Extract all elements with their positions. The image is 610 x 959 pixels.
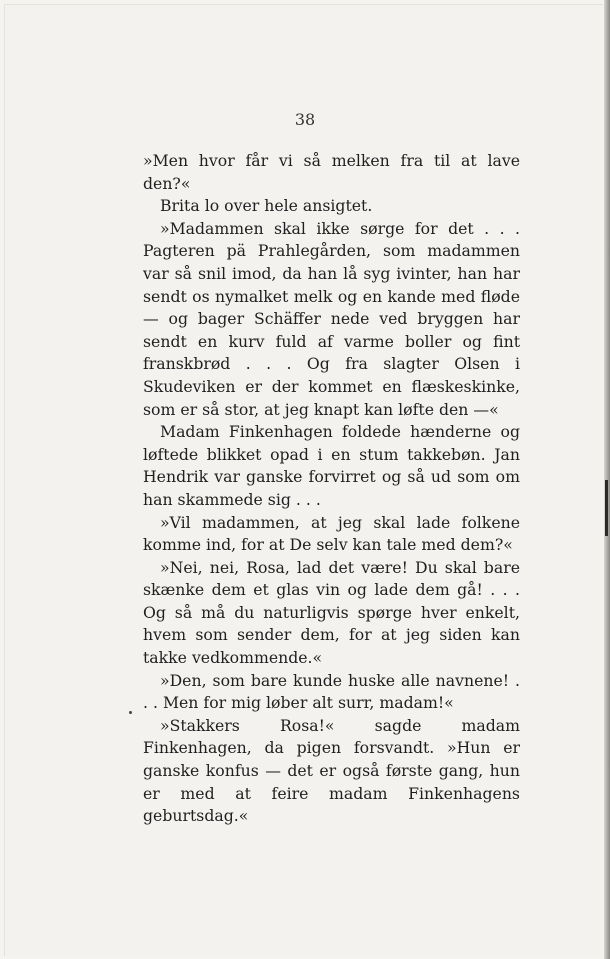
paragraph-2: Brita lo over hele ansigtet. [160, 196, 373, 216]
ink-speck [129, 711, 132, 714]
paragraph-7: »Den, som bare kunde huske alle navnene! . . . Men for mig løber alt surr, madam!« [143, 670, 520, 713]
paragraph-3: »Madammen skal ikke sørge for det . . . Pagteren pä Prahlegården, som madammen var så snil imod, da han lå syg ivinter, han har sendt os nymalket melk og en kande med fløde — og bager Schäffer nede ved bryggen har sendt en kurv fuld af varme boller og fint franskbrød . . . Og fra slagter Olsen i Skudeviken er der kommet en flæskeskinke, som er så stor, at jeg knapt kan løfte den —« [143, 218, 520, 419]
binding-mark [605, 480, 608, 536]
body-text [143, 150, 520, 828]
paragraph-6: »Nei, nei, Rosa, lad det være! Du skal bare skænke dem et glas vin og lade dem gå! . . . Og så må du naturligvis spørge hver enkelt, hvem som sender dem, for at jeg siden kan takke vedkommende.« [143, 557, 520, 668]
paragraph-1: »Men hvor får vi så melken fra til at lave den?« [143, 151, 520, 193]
page-number: 38 [294, 110, 316, 129]
paragraph-5: »Vil madammen, at jeg skal lade folkene komme ind, for at De selv kan tale med dem?« [143, 512, 520, 555]
paragraph-8: »Stakkers Rosa!« sagde madam Finkenhagen, da pigen forsvandt. »Hun er ganske konfus — det er også første gang, hun er med at feire madam Finkenhagens geburtsdag.« [143, 715, 520, 826]
paragraph-4: Madam Finkenhagen foldede hænderne og løftede blikket opad i en stum takkebøn. Jan Hendrik var ganske forvirret og så ud som om han skammede sig . . . [143, 422, 520, 509]
